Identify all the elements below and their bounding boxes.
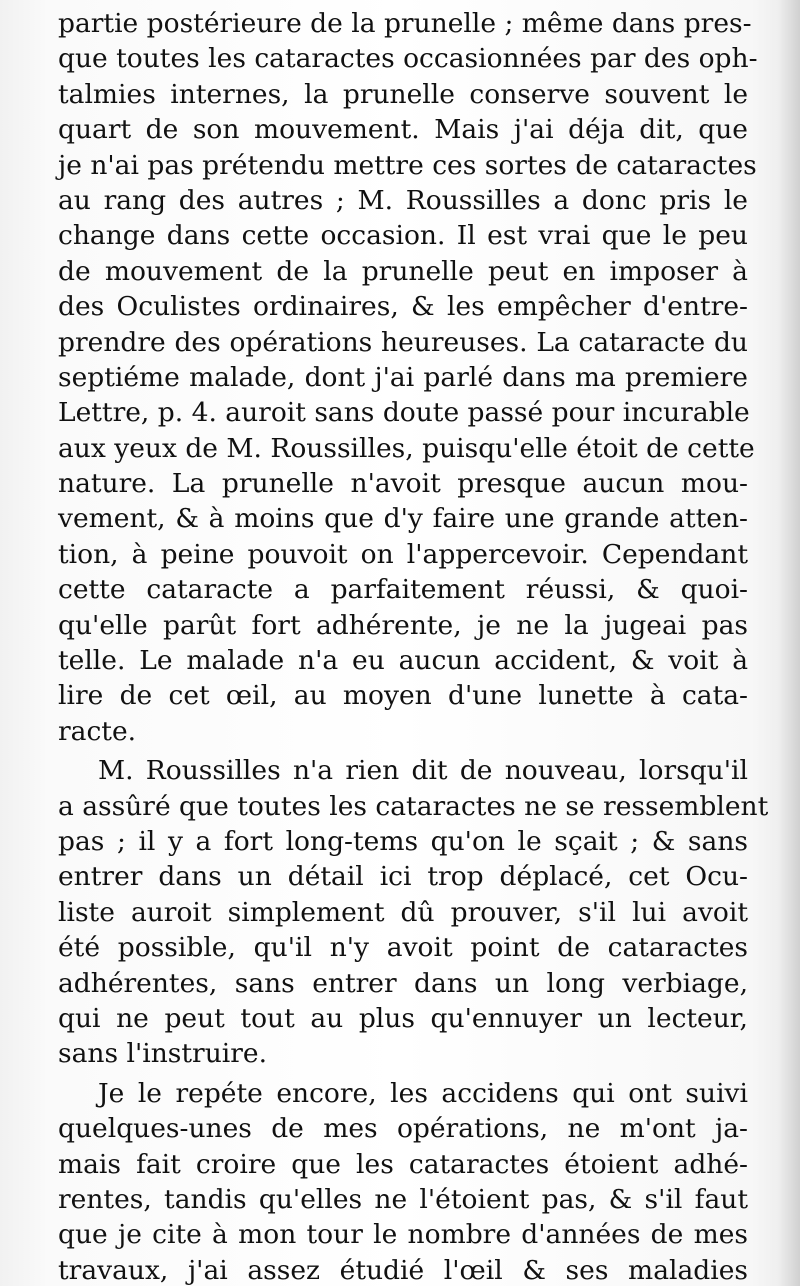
text-line: rentes, tandis qu'elles ne l'étoient pas, & s'il faut — [58, 1183, 748, 1215]
text-line: nature. La prunelle n'avoit presque aucun mou- — [58, 468, 748, 500]
text-line: que toutes les cataractes occasionnées par des oph- — [58, 43, 758, 75]
text-line: adhérentes, sans entrer dans un long verbiage, — [58, 967, 748, 999]
text-line: M. Roussilles n'a rien dit de nouveau, lorsqu'il — [98, 755, 748, 787]
text-line: que je cite à mon tour le nombre d'années de mes — [58, 1219, 748, 1251]
text-line: je n'ai pas prétendu mettre ces sortes de cataractes — [58, 149, 757, 181]
text-line: tion, à peine pouvoit on l'appercevoir. Cependant — [58, 538, 748, 570]
text-line: sans l'instruire. — [58, 1038, 268, 1070]
text-line: quelques-unes de mes opérations, ne m'ont ja- — [58, 1113, 748, 1145]
text-line: cette cataracte a parfaitement réussi, & quoi- — [58, 574, 748, 606]
text-line: entrer dans un détail ici trop déplacé, cet Ocu- — [58, 861, 748, 893]
paragraph-1 — [58, 6, 758, 749]
text-line: a assûré que toutes les cataractes ne se ressemblent — [58, 790, 769, 822]
text-line: talmies internes, la prunelle conserve souvent le — [58, 78, 748, 110]
text-line: Lettre, p. 4. auroit sans doute passé pour incurable — [58, 397, 750, 429]
text-line: telle. Le malade n'a eu aucun accident, & voit à — [58, 645, 748, 677]
page-edge-shadow — [778, 0, 800, 1286]
text-line: été possible, qu'il n'y avoit point de cataractes — [58, 932, 748, 964]
body-text — [58, 6, 769, 1286]
text-line: quart de son mouvement. Mais j'ai déja dit, que — [58, 114, 748, 146]
text-line: change dans cette occasion. Il est vrai que le peu — [58, 220, 748, 252]
text-line: pas ; il y a fort long-tems qu'on le sçait ; & sans — [58, 825, 748, 857]
text-line: des Oculistes ordinaires, & les empêcher d'entre- — [58, 291, 748, 323]
text-line: qui ne peut tout au plus qu'ennuyer un lecteur, — [58, 1002, 748, 1034]
paragraph-2 — [58, 753, 769, 1072]
text-line: liste auroit simplement dû prouver, s'il lui avoit — [58, 896, 748, 928]
text-line: de mouvement de la prunelle peut en imposer à — [58, 255, 748, 287]
text-line: partie postérieure de la prunelle ; même dans pres- — [58, 8, 752, 39]
text-line: qu'elle parût fort adhérente, je ne la jugeai pas — [58, 609, 748, 641]
text-line: lire de cet œil, au moyen d'une lunette à cata- — [58, 680, 748, 712]
text-line: septiéme malade, dont j'ai parlé dans ma premiere — [58, 361, 748, 393]
text-line: racte. — [58, 715, 137, 747]
text-line: au rang des autres ; M. Roussilles a donc pris le — [58, 184, 748, 216]
text-line: mais fait croire que les cataractes étoient adhé- — [58, 1148, 748, 1180]
paragraph-3 — [58, 1076, 748, 1286]
text-line: vement, & à moins que d'y faire une grande atten- — [58, 503, 748, 535]
text-line: Je le repéte encore, les accidens qui ont suivi — [98, 1077, 748, 1109]
text-line: prendre des opérations heureuses. La cataracte du — [58, 326, 748, 358]
text-line: aux yeux de M. Roussilles, puisqu'elle étoit de cette — [58, 432, 755, 464]
text-line: travaux, j'ai assez étudié l'œil & ses maladies — [58, 1254, 748, 1286]
